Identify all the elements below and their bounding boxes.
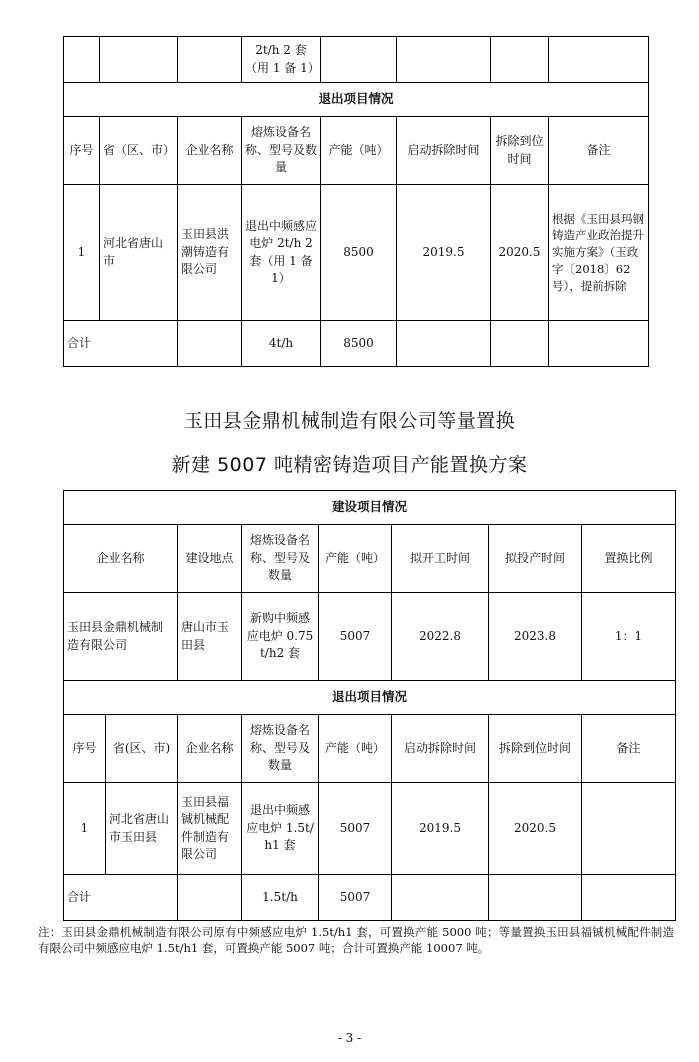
total-equipment: 4t/h — [242, 321, 321, 367]
total-label: 合计 — [64, 321, 178, 367]
col-header: 企业名称 — [178, 715, 242, 783]
col-header: 企业名称 — [64, 525, 178, 593]
exit-row — [64, 783, 676, 875]
equipment-cell: 退出中频感应电炉 1.5t/h1 套 — [242, 783, 319, 875]
col-header: 备注 — [549, 117, 649, 185]
capacity-cell: 5007 — [319, 783, 392, 875]
col-header: 启动拆除时间 — [397, 117, 491, 185]
build-row — [64, 593, 676, 681]
page-title-line-1: 玉田县金鼎机械制造有限公司等量置换 — [183, 410, 516, 432]
partial-row — [64, 37, 649, 83]
start-time-cell: 2022.8 — [392, 593, 489, 681]
build-header-row — [64, 525, 676, 593]
col-header: 拆除到位时间 — [489, 715, 582, 783]
col-header: 拟投产时间 — [489, 525, 582, 593]
finish-time-cell: 2020.5 — [489, 783, 582, 875]
company-cell: 玉田县福铖机械配件制造有限公司 — [178, 783, 242, 875]
page-number: - 3 - — [337, 1031, 362, 1045]
location-cell: 唐山市玉田县 — [178, 593, 242, 681]
production-time-cell: 2023.8 — [489, 593, 582, 681]
total-capacity: 5007 — [319, 875, 392, 921]
col-header: 省(区、市) — [106, 715, 178, 783]
col-header: 序号 — [64, 117, 100, 185]
header-row — [64, 117, 649, 185]
col-header: 备注 — [582, 715, 676, 783]
col-header: 熔炼设备名称、型号及数量 — [242, 715, 319, 783]
remark-cell: 根据《玉田县玛钢铸造产业政治提升实施方案》（玉政字〔2018〕62 号），提前拆除 — [549, 185, 649, 321]
start-time-cell: 2019.5 — [392, 783, 489, 875]
col-header: 熔炼设备名称、型号及数量 — [242, 117, 321, 185]
col-header: 企业名称 — [178, 117, 242, 185]
row-no: 1 — [64, 783, 106, 875]
ratio-cell: 1：1 — [582, 593, 676, 681]
col-header: 置换比例 — [582, 525, 676, 593]
col-header: 建设地点 — [178, 525, 242, 593]
row-no: 1 — [64, 185, 100, 321]
capacity-cell: 5007 — [319, 593, 392, 681]
remark-cell — [582, 783, 676, 875]
start-time-cell: 2019.5 — [397, 185, 491, 321]
company-cell: 玉田县洪潮铸造有限公司 — [178, 185, 242, 321]
total-capacity: 8500 — [321, 321, 397, 367]
company-cell: 玉田县金鼎机械制造有限公司 — [64, 593, 178, 681]
finish-time-cell: 2020.5 — [491, 185, 549, 321]
page-title-line-2: 新建 5007 吨精密铸造项目产能置换方案 — [171, 454, 528, 476]
equipment-cell: 退出中频感应电炉 2t/h 2 套（用 1 备 1） — [242, 185, 321, 321]
equipment-cell: 新购中频感应电炉 0.75t/h2 套 — [242, 593, 319, 681]
col-header: 序号 — [64, 715, 106, 783]
section-title-exit: 退出项目情况 — [64, 681, 676, 715]
exit-project-table-1 — [63, 36, 649, 367]
province-cell: 河北省唐山市玉田县 — [106, 783, 178, 875]
replacement-plan-table — [63, 490, 676, 921]
section-title-exit: 退出项目情况 — [64, 83, 649, 117]
table-row — [64, 185, 649, 321]
col-header: 熔炼设备名称、型号及数量 — [242, 525, 319, 593]
footnote: 注：玉田县金鼎机械制造有限公司原有中频感应电炉 1.5t/h1 套，可置换产能 5000 吨；等量置换玉田县福铖机械配件制造有限公司中频感应电炉 1.5t/h1 套，可置换产能 5007 吨；合计可置换产能 10007 吨。 — [38, 925, 674, 955]
exit-header-row — [64, 715, 676, 783]
col-header: 启动拆除时间 — [392, 715, 489, 783]
total-equipment: 1.5t/h — [242, 875, 319, 921]
province-cell: 河北省唐山市 — [100, 185, 178, 321]
col-header: 产能（吨） — [321, 117, 397, 185]
col-header: 产能（吨） — [319, 525, 392, 593]
capacity-cell: 8500 — [321, 185, 397, 321]
col-header: 产能（吨） — [319, 715, 392, 783]
col-header: 拟开工时间 — [392, 525, 489, 593]
col-header: 省（区、市） — [100, 117, 178, 185]
total-row — [64, 321, 649, 367]
total-row — [64, 875, 676, 921]
section-title-build: 建设项目情况 — [64, 491, 676, 525]
total-label: 合计 — [64, 875, 178, 921]
col-header: 拆除到位时间 — [491, 117, 549, 185]
equipment-cell: 2t/h 2 套 （用 1 备 1） — [242, 37, 321, 83]
